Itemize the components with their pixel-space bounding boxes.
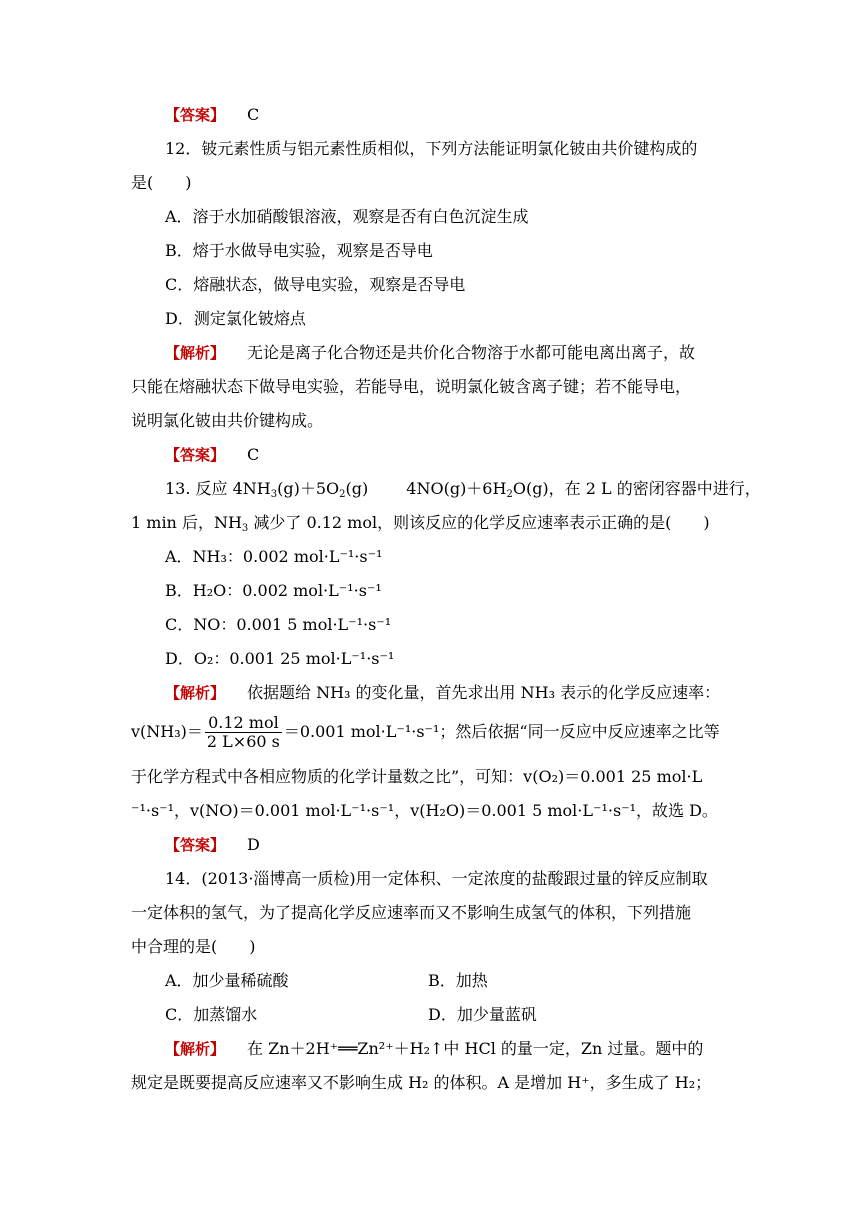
q12-option-b: B．熔于水做导电实验，观察是否导电 xyxy=(165,241,433,260)
q13-stem-part: (g) xyxy=(345,479,369,498)
subscript: 3 xyxy=(241,523,249,534)
q13-analysis-line1 xyxy=(165,682,720,704)
q13-option-c: C．NO：0.001 5 mol·L⁻¹·s⁻¹ xyxy=(165,615,392,634)
q14-option-a: A．加少量稀硫酸 xyxy=(165,971,289,990)
q13-stem-part: O(g)，在 2 L 的密闭容器中进行， xyxy=(512,479,761,498)
q14-analysis-text1: 在 Zn＋2H⁺══Zn²⁺＋H₂↑中 HCl 的量一定，Zn 过量。题中的 xyxy=(247,1039,704,1058)
q14-option-c: C．加蒸馏水 xyxy=(165,1005,258,1024)
q14-analysis-line1 xyxy=(165,1038,703,1060)
answer-value: C xyxy=(247,105,260,124)
q13-stem-line2 xyxy=(131,512,710,534)
formula-rhs: ＝0.001 mol·L⁻¹·s⁻¹；然后依据“同一反应中反应速率之比等 xyxy=(283,722,720,741)
analysis-tag: 【解析】 xyxy=(165,684,226,702)
q14-stem-line2: 一定体积的氢气，为了提高化学反应速率而又不影响生成氢气的体积，下列措施 xyxy=(131,903,692,922)
fraction-numerator: 0.12 mol xyxy=(205,714,282,733)
answer-line xyxy=(165,104,259,126)
q13-analysis-line4: ⁻¹·s⁻¹，v(NO)＝0.001 mol·L⁻¹·s⁻¹，v(H₂O)＝0.001 5 mol·L⁻¹·s⁻¹，故选 D。 xyxy=(131,801,718,820)
q12-analysis-text1: 无论是离子化合物还是共价化合物溶于水都可能电离出离子，故 xyxy=(247,343,696,362)
q13-stem-part: 13. 反应 4NH xyxy=(165,479,271,498)
q13-stem-part: 1 min 后，NH xyxy=(131,513,242,532)
fraction xyxy=(205,714,282,751)
subscript: 2 xyxy=(506,489,513,500)
q13-formula-line xyxy=(131,712,720,752)
q14-option-b: B．加热 xyxy=(428,971,488,990)
q14-option-d: D．加少量蓝矾 xyxy=(428,1005,537,1024)
q12-answer-line xyxy=(165,444,259,466)
subscript: 2 xyxy=(339,489,346,500)
q12-option-d: D．测定氯化铍熔点 xyxy=(165,309,306,328)
subscript: 3 xyxy=(270,489,278,500)
q12-option-c: C．熔融状态，做导电实验，观察是否导电 xyxy=(165,275,466,294)
q14-stem-line1: 14．(2013·淄博高一质检)用一定体积、一定浓度的盐酸跟过量的锌反应制取 xyxy=(165,869,708,888)
q14-analysis-line2: 规定是既要提高反应速率又不影响生成 H₂ 的体积。A 是增加 H⁺，多生成了 H₂； xyxy=(131,1073,712,1092)
q13-stem-part: 4NO(g)＋6H xyxy=(406,479,507,498)
q13-option-a: A．NH₃：0.002 mol·L⁻¹·s⁻¹ xyxy=(165,547,383,566)
q12-analysis-line1 xyxy=(165,342,695,364)
q12-stem-line2: 是( ) xyxy=(131,173,192,192)
answer-value: D xyxy=(247,835,260,854)
answer-tag: 【答案】 xyxy=(165,836,226,854)
q12-analysis-line2: 只能在熔融状态下做导电实验，若能导电，说明氯化铍含离子键；若不能导电， xyxy=(131,377,692,396)
q12-stem-line1: 12．铍元素性质与铝元素性质相似，下列方法能证明氯化铍由共价键构成的 xyxy=(165,139,698,158)
q12-option-a: A．溶于水加硝酸银溶液，观察是否有白色沉淀生成 xyxy=(165,207,529,226)
answer-tag: 【答案】 xyxy=(165,446,226,464)
q13-stem-part: (g)＋5O xyxy=(277,479,340,498)
analysis-tag: 【解析】 xyxy=(165,1040,226,1058)
q13-option-b: B．H₂O：0.002 mol·L⁻¹·s⁻¹ xyxy=(165,581,382,600)
q13-answer-line xyxy=(165,834,260,856)
analysis-tag: 【解析】 xyxy=(165,344,226,362)
q13-stem-line1 xyxy=(165,478,761,500)
q13-analysis-line3: 于化学方程式中各相应物质的化学计量数之比”，可知：v(O₂)＝0.001 25 mol·L xyxy=(131,767,703,786)
q14-stem-line3: 中合理的是( ) xyxy=(131,937,256,956)
answer-tag: 【答案】 xyxy=(165,106,226,124)
q13-option-d: D．O₂：0.001 25 mol·L⁻¹·s⁻¹ xyxy=(165,649,395,668)
q12-analysis-line3: 说明氯化铍由共价键构成。 xyxy=(131,411,324,430)
fraction-denominator: 2 L×60 s xyxy=(206,732,280,751)
formula-lhs: v(NH₃)＝ xyxy=(131,722,203,741)
q13-analysis-text1: 依据题给 NH₃ 的变化量，首先求出用 NH₃ 表示的化学反应速率： xyxy=(247,683,721,702)
q13-stem-part: 减少了 0.12 mol，则该反应的化学反应速率表示正确的是( ) xyxy=(248,513,710,532)
answer-value: C xyxy=(247,445,260,464)
